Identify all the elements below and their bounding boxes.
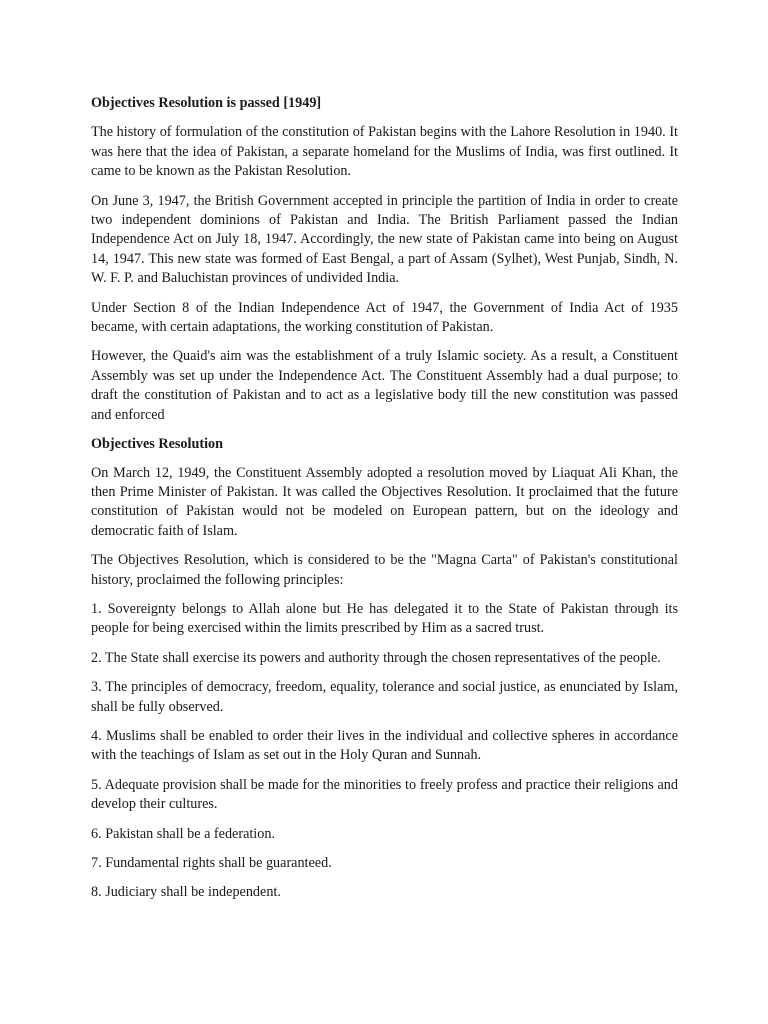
principle-item: 5. Adequate provision shall be made for the minorities to freely profess and practice their religions and develop their cultures. bbox=[91, 776, 678, 813]
paragraph-march-1949: On March 12, 1949, the Constituent Assembly adopted a resolution moved by Liaquat Ali Khan, the then Prime Minister of Pakistan. It was called the Objectives Resolution. It proclaimed that the future constitution of Pakistan would not be modeled on European pattern, but on the ideology and democratic faith of Islam. bbox=[91, 464, 678, 539]
paragraph-constituent-assembly: However, the Quaid's aim was the establishment of a truly Islamic society. As a result, a Constituent Assembly was set up under the Independence Act. The Constituent Assembly had a dual purpose; to draft the constitution of Pakistan and to act as a legislative body till the new constitution was passed and enforced bbox=[91, 348, 678, 423]
principle-item: 3. The principles of democracy, freedom, equality, tolerance and social justice, as enunciated by Islam, shall be fully observed. bbox=[91, 679, 678, 715]
principle-item: 7. Fundamental rights shall be guaranteed. bbox=[91, 855, 332, 871]
paragraph-section-8: Under Section 8 of the Indian Independence Act of 1947, the Government of India Act of 1935 became, with certain adaptations, the working constitution of Pakistan. bbox=[91, 299, 678, 336]
principle-item: 1. Sovereignty belongs to Allah alone but He has delegated it to the State of Pakistan through its people for being exercised within the limits prescribed by Him as a sacred trust. bbox=[91, 600, 678, 637]
principle-item: 6. Pakistan shall be a federation. bbox=[91, 825, 275, 842]
paragraph-magna-carta: The Objectives Resolution, which is considered to be the "Magna Carta" of Pakistan's constitutional history, proclaimed the following principles: bbox=[91, 552, 678, 588]
section-heading: Objectives Resolution bbox=[91, 436, 224, 453]
paragraph-partition: On June 3, 1947, the British Government accepted in principle the partition of India in order to create two independent dominions of Pakistan and India. The British Parliament passed the Indian Independence Act on July 18, 1947. Accordingly, the new state of Pakistan came into being on August 14, 1947. This new state was formed of East Bengal, a part of Assam (Sylhet), West Punjab, Sindh, N. W. F. P. and Baluchistan provinces of undivided India. bbox=[91, 192, 678, 287]
principle-item: 8. Judiciary shall be independent. bbox=[91, 884, 281, 901]
document-title: Objectives Resolution is passed [1949] bbox=[91, 95, 322, 111]
principle-item: 2. The State shall exercise its powers and authority through the chosen representatives of the people. bbox=[91, 649, 661, 666]
principle-item: 4. Muslims shall be enabled to order their lives in the individual and collective spheres in accordance with the teachings of Islam as set out in the Holy Quran and Sunnah. bbox=[91, 727, 678, 764]
paragraph-lahore-resolution: The history of formulation of the constitution of Pakistan begins with the Lahore Resolution in 1940. It was here that the idea of Pakistan, a separate homeland for the Muslims of India, was first outlined. It came to be known as the Pakistan Resolution. bbox=[91, 124, 678, 180]
